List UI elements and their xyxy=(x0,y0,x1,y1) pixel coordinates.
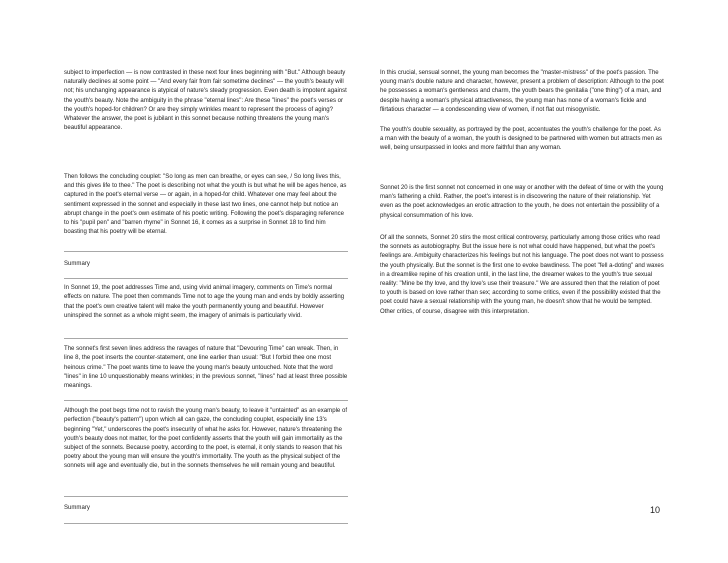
left-column xyxy=(64,69,348,524)
section-divider xyxy=(64,278,348,279)
paragraph: In this crucial, sensual sonnet, the young man becomes the "master-mistress" of the poet's passion. The young man's double nature and character, however, present a problem of description: Although to the poet he possesses a woman's gentleness and charm, the youth bears the genitalia ("one thing") of a man, and despite having a woman's physical attractiveness, the young man has none of a woman's fickle and flirtatious character — a condescending view of women, if not flat out misogynistic. xyxy=(380,70,664,113)
section-heading-summary: Summary xyxy=(64,505,90,512)
paragraph: subject to imperfection — is now contrasted in these next four lines beginning with "But." Although beauty naturally declines at some point — "And every fair from fair sometime declines" — the youth's beauty will not; his unchanging appearance is atypical of nature's steady progression. Even death is impotent against the youth's beauty. Note the ambiguity in the phrase "eternal lines": Are these "lines" the poet's verses or the youth's hoped-for children? Or are they simply wrinkles meant to represent the process of aging? Whatever the answer, the poet is jubilant in this sonnet because nothing threatens the young man's beautiful appearance. xyxy=(64,70,347,132)
section-heading-summary: Summary xyxy=(64,261,90,267)
paragraph: In Sonnet 19, the poet addresses Time and, using vivid animal imagery, comments on Time's normal effects on nature. The poet then commands Time not to age the young man and ends by boldly asserting that the poet's own creative talent will make the youth permanently young and beautiful. However uninspired the sonnet as a whole might seem, the imagery of animals is particularly vivid. xyxy=(64,285,345,319)
page-number: 10 xyxy=(650,505,661,515)
paragraph: Sonnet 20 is the first sonnet not concerned in one way or another with the defeat of time or with the young man's fathering a child. Rather, the poet's interest is in discovering the nature of their relationship. Yet even as the poet acknowledges an erotic attraction to the youth, he does not entertain the possibility of a physical consummation of his love. xyxy=(380,185,664,219)
section-divider xyxy=(64,523,348,524)
section-divider xyxy=(64,251,348,252)
right-column xyxy=(380,69,664,324)
paragraph: The youth's double sexuality, as portrayed by the poet, accentuates the youth's challenge for the poet. As a man with the beauty of a woman, the youth is designed to be partnered with women but attracts men as well, being unsurpassed in looks and more faithful than any woman. xyxy=(380,127,663,152)
section-divider xyxy=(64,338,348,339)
paragraph: Of all the sonnets, Sonnet 20 stirs the most critical controversy, particularly among those critics who read the sonnets as autobiography. But the issue here is not what could have happened, but what the poet's feelings are. Ambiguity characterizes his feelings but not his language. The poet does not want to possess the youth physically. But the sonnet is the first one to evoke bawdiness. The poet "fell a-doting" and waxes in a dreamlike repine of his creation until, in the last line, the dreamer wakes to the youth's true sexual reality: "Mine be thy love, and thy love's use their treasure." We are assured then that the relation of poet to youth is based on love rather than sex; according to some critics, even if the possibility existed that the poet could have a sexual relationship with the young man, he doesn't show that he would be tempted. Other critics, of course, disagree with this interpretation. xyxy=(380,235,664,315)
paragraph: Although the poet begs time not to ravish the young man's beauty, to leave it "untainted" as an example of perfection ("beauty's pattern") upon which all can gaze, the concluding couplet, especially line 13's beginning "Yet," underscores the poet's insecurity of what he asks for. However, nature's threatening the youth's beauty does not matter, for the poet confidently asserts that the youth will gain immortality as the subject of the sonnets. Because poetry, according to the poet, is eternal, it only stands to reason that his poetry about the young man will ensure the youth's immortality. The youth as the physical subject of the sonnets will age and eventually die, but in the sonnets themselves he will remain young and beautiful. xyxy=(64,408,347,470)
section-divider xyxy=(64,496,348,497)
paragraph: Then follows the concluding couplet: "So long as men can breathe, or eyes can see, / So long lives this, and this gives life to thee." The poet is describing not what the youth is but what he will be ages hence, as captured in the poet's eternal verse — or again, in a hoped-for child. Whatever one may feel about the sentiment expressed in the sonnet and especially in these last two lines, one cannot help but notice an abrupt change in the poet's own estimate of his poetic writing. Following the poet's disparaging reference to his "pupil pen" and "barren rhyme" in Sonnet 16, it comes as a surprise in Sonnet 18 to find him boasting that his poetry will be eternal. xyxy=(64,174,347,236)
section-divider xyxy=(64,400,348,401)
paragraph: The sonnet's first seven lines address the ravages of nature that "Devouring Time" can wreak. Then, in line 8, the poet inserts the counter-statement, one line earlier than usual: "But I forbid thee one most heinous crime." The poet wants time to leave the young man's beauty untouched. Note that the word "lines" in line 10 unquestionably means wrinkles; in the previous sonnet, "lines" had at least three possible meanings. xyxy=(64,346,348,390)
